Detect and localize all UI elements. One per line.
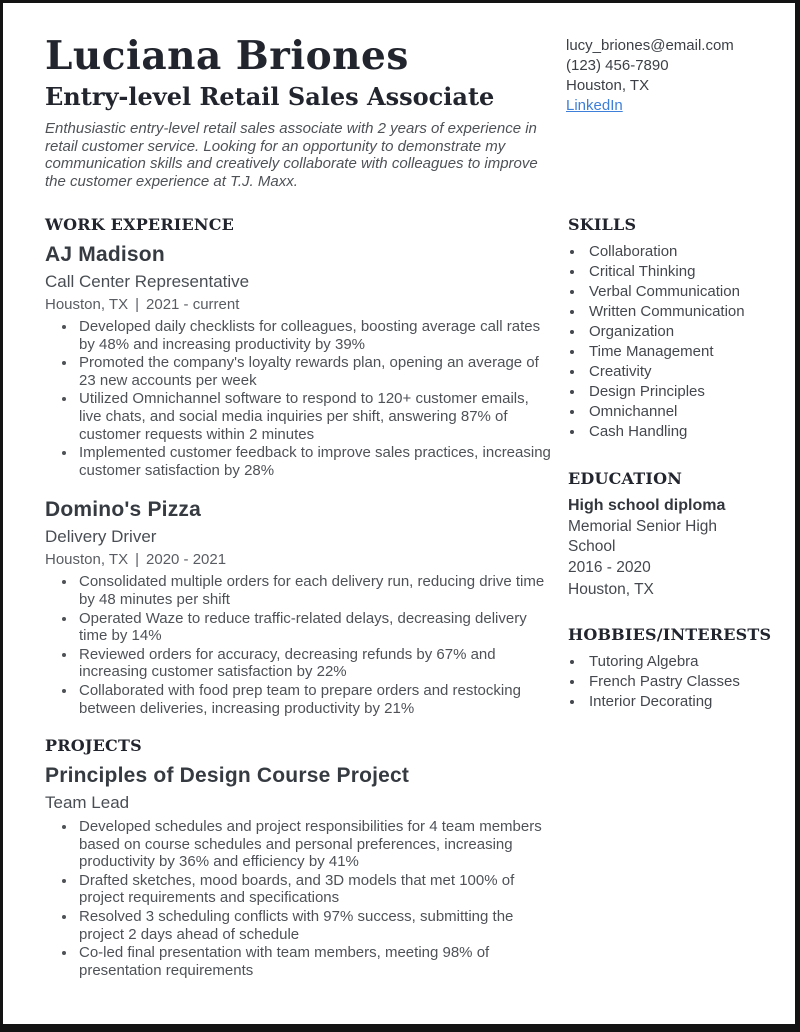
job-bullet: • Collaborated with food prep team to prepare orders and restocking between deliveries, increasing productivity by 21% [77,682,553,717]
hobby-item: • Interior Decorating [585,692,790,712]
job-dates: 2020 - 2021 [146,551,227,569]
projects-heading: PROJECTS [45,736,142,755]
education-location: Houston, TX [568,580,654,598]
job-meta [45,551,553,568]
job-bullet: • Developed daily checklists for colleagues, boosting average call rates by 48% and increasing productivity by 39% [77,318,553,353]
company-name: AJ Madison [45,243,165,266]
job-role: Call Center Representative [45,272,250,291]
job-bullet: • Consolidated multiple orders for each delivery run, reducing drive time by 48 minutes per shift [77,573,553,608]
work-experience-heading: WORK EXPERIENCE [45,215,235,234]
skill-item: • Creativity [585,362,790,382]
section-work-experience [45,215,553,718]
section-education [568,469,790,599]
skill-item: • Omnichannel [585,402,790,422]
job-bullet: • Operated Waze to reduce traffic-related delays, decreasing delivery time by 14% [77,610,553,645]
project-role: Team Lead [45,793,130,812]
job-bullet: • Reviewed orders for accuracy, decreasing refunds by 67% and increasing customer satisfaction by 22% [77,646,553,681]
skill-item: • Written Communication [585,302,790,322]
job-bullet: • Promoted the company's loyalty rewards plan, opening an average of 23 new accounts per week [77,354,553,389]
section-projects [45,736,553,980]
skill-item: • Cash Handling [585,422,790,442]
job-bullet: • Implemented customer feedback to improve sales practices, increasing customer satisfaction by 28% [77,444,553,479]
project-bullet: • Co-led final presentation with team members, meeting 98% of presentation requirements [77,944,553,979]
company-name: Domino's Pizza [45,498,201,522]
project-bullet-list [45,818,553,979]
resume-title: Entry-level Retail Sales Associate [45,82,495,111]
job-bullet: • Utilized Omnichannel software to respond to 120+ customer emails, live chats, and social media inquiries per shift, answering 87% of customer requests within 2 minutes [77,390,553,443]
hobbies-list [568,652,790,712]
skills-heading: SKILLS [568,215,637,234]
job-location: Houston, TX [45,551,129,569]
project-bullet: • Resolved 3 scheduling conflicts with 97% success, submitting the project 2 days ahead of schedule [77,908,553,943]
meta-separator: | [135,551,140,569]
job-bullet-list [45,318,553,479]
section-skills [568,215,790,442]
job-aj-madison [45,243,553,479]
skill-item: • Collaboration [585,242,790,262]
skill-item: • Organization [585,322,790,342]
job-meta [45,296,553,313]
project-name: Principles of Design Course Project [45,764,410,787]
summary-paragraph: Enthusiastic entry-level retail sales associate with 2 years of experience in retail customer service. Looking for an opportunity to demonstrate my communication skills and creatively collaborate with colleagues to improve the customer experience at T.J. Maxx. [45,120,538,190]
skill-item: • Design Principles [585,382,790,402]
skills-list [568,242,790,442]
contact-email: lucy_briones@email.com [566,37,734,54]
education-degree: High school diploma [568,497,726,514]
job-dates: 2021 - current [146,296,240,313]
job-bullet-list [45,573,553,717]
job-dominos-pizza [45,498,553,717]
education-dates: 2016 - 2020 [568,559,651,576]
section-hobbies [568,625,790,712]
job-location: Houston, TX [45,296,129,313]
contact-block [566,36,776,116]
hobby-item: • French Pastry Classes [585,672,790,692]
education-school: Memorial Senior High School [568,518,718,555]
project-bullet: • Drafted sketches, mood boards, and 3D models that met 100% of project requirements and specifications [77,872,553,907]
meta-separator: | [135,296,140,313]
skill-item: • Time Management [585,342,790,362]
skill-item: • Critical Thinking [585,262,790,282]
job-role: Delivery Driver [45,527,157,547]
contact-location: Houston, TX [566,77,650,94]
project-principles-of-design [45,764,553,979]
hobby-item: • Tutoring Algebra [585,652,790,672]
skill-item: • Verbal Communication [585,282,790,302]
header [45,33,550,190]
hobbies-heading: HOBBIES/INTERESTS [568,625,772,644]
project-bullet: • Developed schedules and project responsibilities for 4 team members based on course schedules and personal preferences, increasing productivity by 36% and efficiency by 41% [77,818,553,871]
linkedin-link[interactable]: LinkedIn [566,97,623,114]
person-name: Luciana Briones [45,33,409,79]
education-heading: EDUCATION [568,469,683,488]
contact-phone: (123) 456-7890 [566,57,669,74]
